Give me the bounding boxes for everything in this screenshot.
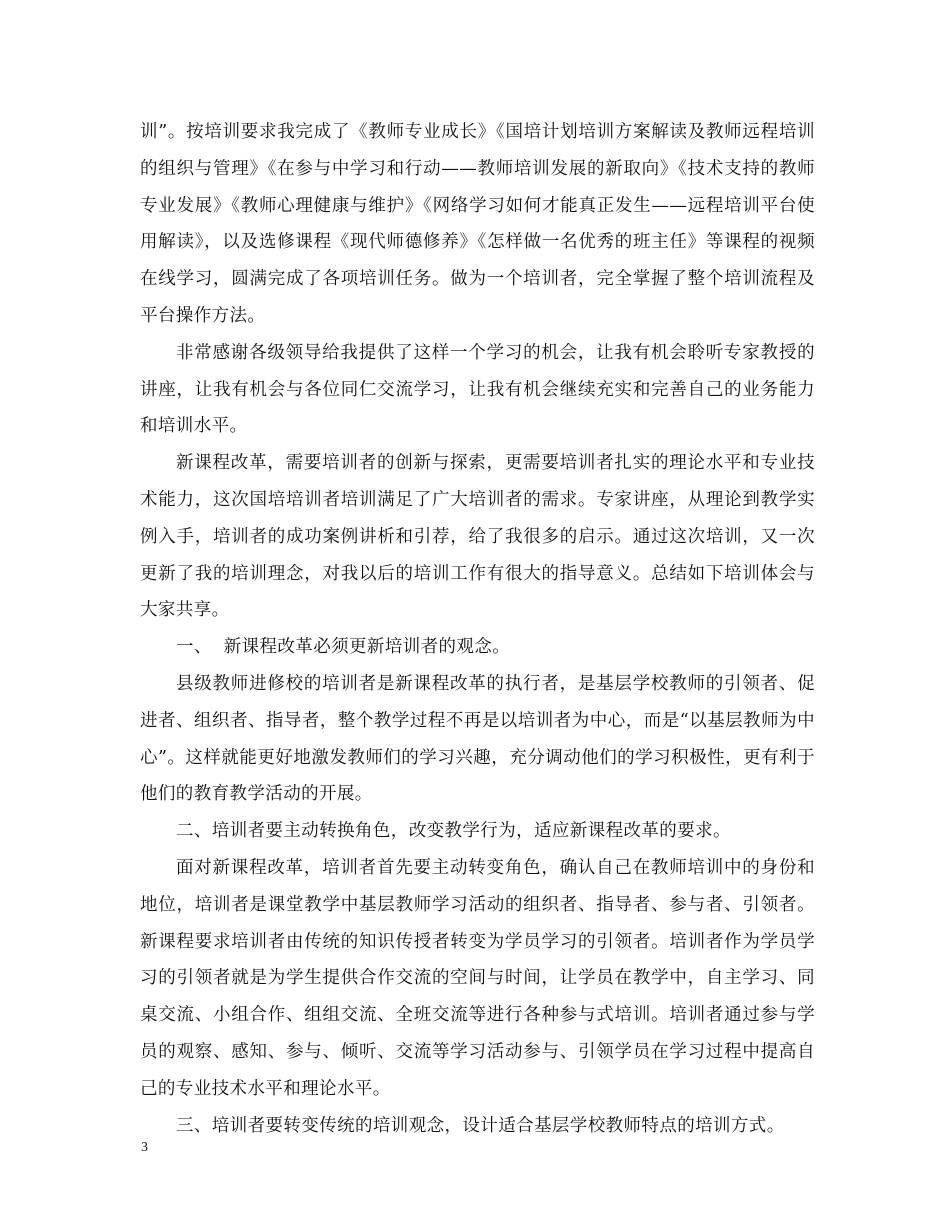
paragraph: 新课程改革，需要培训者的创新与探索，更需要培训者扎实的理论水平和专业技术能力，这次国培培训者培训满足了广大培训者的需求。专家讲座，从理论到教学实例入手，培训者的成功案例讲析和引荐，给了我很多的启示。通过这次培训，又一次更新了我的培训理念，对我以后的培训工作有很大的指导意义。总结如下培训体会与大家共享。 <box>140 453 815 621</box>
section-heading-2: 二、培训者要主动转换角色，改变教学行为，适应新课程改革的要求。 <box>176 821 731 842</box>
body-text <box>140 114 815 1144</box>
paragraph: 训”。按培训要求我完成了《教师专业成长》《国培计划培训方案解读及教师远程培训的组织与管理》《在参与中学习和行动——教师培训发展的新取向》《技术支持的教师专业发展》《教师心理健康与维护》《网络学习如何才能真正发生——远程培训平台使用解读》，以及选修课程《现代师德修养》《怎样做一名优秀的班主任》等课程的视频在线学习，圆满完成了各项培训任务。做为一个培训者，完全掌握了整个培训流程及平台操作方法。 <box>140 122 815 326</box>
section-heading-3: 三、培训者要转变传统的培训观念，设计适合基层学校教师特点的培训方式。 <box>176 1115 785 1136</box>
page-number: 3 <box>141 1140 148 1155</box>
paragraph: 面对新课程改革，培训者首先要主动转变角色，确认自己在教师培训中的身份和地位，培训者是课堂教学中基层教师学习活动的组织者、指导者、参与者、引领者。新课程要求培训者由传统的知识传授者转变为学员学习的引领者。培训者作为学员学习的引领者就是为学生提供合作交流的空间与时间，让学员在教学中，自主学习、同桌交流、小组合作、组组交流、全班交流等进行各种参与式培训。培训者通过参与学员的观察、感知、参与、倾听、交流等学习活动参与、引领学员在学习过程中提高自己的专业技术水平和理论水平。 <box>140 857 815 1099</box>
paragraph: 非常感谢各级领导给我提供了这样一个学习的机会，让我有机会聆听专家教授的讲座，让我有机会与各位同仁交流学习，让我有机会继续充实和完善自己的业务能力和培训水平。 <box>140 342 815 437</box>
section-heading-1: 一、 新课程改革必须更新培训者的观念。 <box>176 637 511 658</box>
paragraph: 县级教师进修校的培训者是新课程改革的执行者，是基层学校教师的引领者、促进者、组织者、指导者，整个教学过程不再是以培训者为中心，而是“以基层教师为中心”。这样就能更好地激发教师们的学习兴趣，充分调动他们的学习积极性，更有利于他们的教育教学活动的开展。 <box>140 673 815 805</box>
